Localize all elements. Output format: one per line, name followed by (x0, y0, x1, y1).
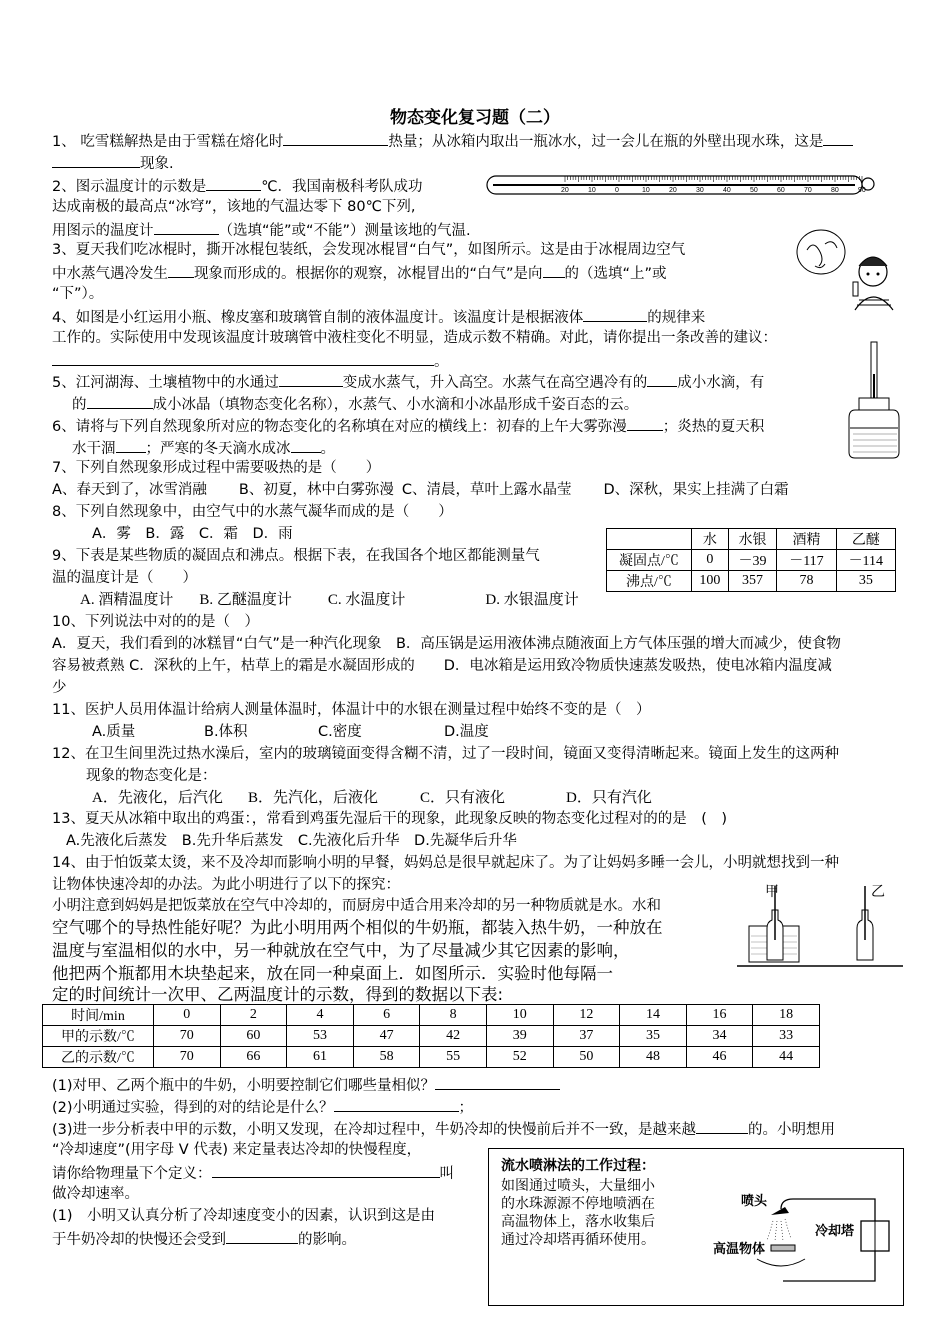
question-5-line-1 (52, 371, 764, 393)
table-cell: 35 (836, 571, 895, 592)
table-cell: 水银 (728, 529, 777, 550)
answer-blank[interactable] (334, 1096, 459, 1112)
table-cell: 16 (686, 1005, 753, 1026)
question-14-sub-4-line-2 (52, 1228, 356, 1250)
q14-text: (2)小明通过实验，得到的对的结论是什么？ (52, 1100, 334, 1116)
nozzle-label: 喷头 (741, 1194, 768, 1209)
answer-blank[interactable] (823, 130, 853, 146)
q14-text: 的影响。 (298, 1232, 356, 1248)
table-cell: 55 (420, 1047, 487, 1068)
option-a[interactable]: A、春天到了，冰雪消融 (52, 482, 207, 498)
question-14-line-5: 温度与室温相似的水中，另一种就放在空气中，为了尽量减少其它因素的影响， (52, 941, 630, 960)
q5-text: 的 (72, 397, 87, 413)
q5-text: 变成水蒸气，升入高空。水蒸气在高空遇冷有的 (342, 375, 648, 391)
answer-blank[interactable] (647, 371, 677, 387)
answer-blank[interactable] (52, 152, 140, 168)
thermometer-tick-label: 10 (588, 187, 596, 194)
table-cell: 34 (686, 1026, 753, 1047)
thermometer-tick-label: 70 (804, 187, 812, 194)
question-13-stem: 13、夏天从冰箱中取出的鸡蛋：，常看到鸡蛋先湿后干的现象，此现象反映的物态变化过程对的的是 ( ) (52, 811, 728, 827)
table-cell: 12 (553, 1005, 620, 1026)
option-c[interactable]: C. 水温度计 (327, 592, 406, 608)
table-cell: 78 (777, 571, 836, 592)
table-cell: －39 (728, 550, 777, 571)
question-14-line-3: 小明注意到妈妈是把饭菜放在空气中冷却的，而厨房中适合用来冷却的另一种物质就是水。水和 (52, 898, 661, 914)
table-cell: 44 (753, 1047, 820, 1068)
melting-boiling-table (606, 528, 896, 592)
thermometer-tick-label: 40 (723, 187, 731, 194)
table-cell: 70 (154, 1026, 221, 1047)
option-b[interactable]: B. 乙醚温度计 (199, 592, 292, 608)
table-row (43, 1026, 820, 1047)
q6-text: 6、请将与下列自然现象所对应的物态变化的名称填在对应的横线上：初春的上午大雾弥漫 (52, 419, 627, 435)
question-14-line-7: 定的时间统计一次甲、乙两温度计的示数，得到的数据以下表: (52, 985, 504, 1004)
question-3-line-2 (52, 262, 667, 284)
q6-text: 水干涸 (72, 441, 116, 457)
table-cell: 沸点/℃ (607, 571, 692, 592)
q4-text: 。 (434, 354, 449, 370)
answer-blank[interactable] (212, 1162, 440, 1178)
box-line-1: 如图通过喷头，大量细小 (501, 1178, 655, 1194)
table-cell: 甲的示数/℃ (43, 1026, 154, 1047)
answer-blank[interactable] (52, 350, 434, 366)
answer-blank[interactable] (116, 437, 146, 453)
table-cell: 61 (287, 1047, 354, 1068)
table-cell: 酒精 (777, 529, 836, 550)
table-cell: 6 (353, 1005, 420, 1026)
option-c[interactable]: C.密度 (318, 724, 362, 740)
spray-cooling-box (488, 1148, 904, 1306)
liquid-thermometer-bottle-figure (845, 340, 905, 460)
question-8-stem: 8、下列自然现象中，由空气中的水蒸气凝华而成的是（ ） (52, 504, 453, 520)
table-cell: 2 (220, 1005, 287, 1026)
question-2-line-1 (52, 175, 423, 197)
hot-object-label: 高温物体 (713, 1242, 766, 1257)
option-b[interactable]: B、初夏，林中白雾弥漫 (238, 482, 394, 498)
answer-blank[interactable] (627, 415, 663, 431)
question-12-line-1: 12、在卫生间里洗过热水澡后，室内的玻璃镜面变得含糊不清，过了一段时间，镜面又变得清晰起来。镜面上发生的这两种 (52, 746, 839, 762)
table-row (607, 571, 896, 592)
question-14-line-4: 空气哪个的导热性能好呢？为此小明用两个相似的牛奶瓶，都装入热牛奶，一种放在 (52, 918, 663, 937)
table-cell: 46 (686, 1047, 753, 1068)
table-cell: 乙的示数/℃ (43, 1047, 154, 1068)
box-line-3: 高温物体上，落水收集后 (501, 1214, 655, 1230)
table-cell: 35 (620, 1026, 687, 1047)
q2-text: ℃．我国南极科考队成功 (261, 179, 423, 195)
question-9-line-1: 9、下表是某些物质的凝固点和沸点。根据下表，在我国各个地区都能测量气 (52, 548, 540, 564)
table-cell: 33 (753, 1026, 820, 1047)
question-7-options (52, 480, 789, 500)
question-14-line-1: 14、由于怕饭菜太烫，来不及冷却而影响小明的早餐，妈妈总是很早就起床了。为了让妈妈多睡一会儿，小明就想找到一种 (52, 855, 839, 871)
answer-blank[interactable] (435, 1074, 560, 1090)
thermometer-tick-label: 0 (615, 187, 619, 194)
question-11-options (92, 722, 489, 742)
question-14-line-6: 他把两个瓶都用木块垫起来，放在同一种桌面上．如图所示．实验时他每隔一 (52, 964, 613, 983)
q1-text-b: 热量；从冰箱内取出一瓶冰水，过一会儿在瓶的外壁出现水珠，这是 (388, 134, 824, 150)
question-4-line-1 (52, 306, 705, 328)
q5-text: 5、江河湖海、土壤植物中的水通过 (52, 375, 279, 391)
option-a[interactable]: A.质量 (92, 724, 136, 740)
thermometer-tick-label: 90 (858, 187, 866, 194)
answer-blank[interactable] (583, 306, 647, 322)
table-cell: 4 (287, 1005, 354, 1026)
option-b[interactable]: B．先汽化，后液化 (248, 790, 379, 806)
question-10-line-2: 容易被煮熟 C．深秋的上午，枯草上的霜是水凝固形成的 D．电冰箱是运用致冷物质快速蒸发吸热，使电冰箱内温度减 (52, 658, 832, 674)
table-cell: 14 (620, 1005, 687, 1026)
table-cell: 0 (154, 1005, 221, 1026)
question-1-line-2 (52, 152, 174, 174)
q5-text: 成小冰晶（填物态变化名称），水蒸气、小水滴和小冰晶形成千姿百态的云。 (152, 397, 639, 413)
thermometer-tick-label: 80 (831, 187, 839, 194)
q4-text: 4、如图是小红运用小瓶、橡皮塞和玻璃管自制的液体温度计。该温度计是根据液体 (52, 310, 584, 326)
question-8-options[interactable]: A．雾 B．露 C．霜 D．雨 (92, 526, 293, 542)
q4-text: 的规律来 (647, 310, 706, 326)
q14-text: 的。小明想用 (748, 1122, 836, 1138)
option-a[interactable]: A．先液化，后汽化 (92, 790, 223, 806)
table-cell: 70 (154, 1047, 221, 1068)
table-cell: 时间/min (43, 1005, 154, 1026)
question-14-sub-3-line-4: 做冷却速率。 (52, 1186, 139, 1202)
q1-text-c: 现象. (140, 156, 174, 172)
box-line-2: 的水珠源源不停地喷洒在 (501, 1196, 655, 1212)
answer-blank[interactable] (543, 262, 565, 278)
q14-text: (3)进一步分析表中甲的示数，小明又发现，在冷却过程中，牛奶冷却的快慢前后并不一致，是越来越 (52, 1122, 697, 1138)
answer-blank[interactable] (696, 1118, 748, 1134)
q2-text: （选填“能”或“不能”）测量该地的气温. (218, 223, 471, 239)
milk-bottles-figure (735, 880, 905, 972)
table-cell: －117 (777, 550, 836, 571)
table-header-row (43, 1005, 820, 1026)
label-jia: 甲 (765, 884, 779, 900)
question-12-options (92, 788, 652, 808)
question-5-line-2 (72, 393, 638, 415)
answer-blank[interactable] (226, 1228, 298, 1244)
thermometer-tick-label: 50 (750, 187, 758, 194)
q2-text: 2、图示温度计的示数是 (52, 179, 207, 195)
table-cell: 39 (486, 1026, 553, 1047)
question-14-sub-3-line-2: “冷却速度”(用字母 V 代表) 来定量表达冷却的快慢程度， (52, 1142, 422, 1158)
q6-text: ；炎热的夏天积 (662, 419, 765, 435)
question-10-line-3: 少 (52, 680, 67, 696)
q6-text: ；严寒的冬天滴水成冰 (145, 441, 291, 457)
question-3-line-1: 3、夏天我们吃冰棍时，撕开冰棍包装纸，会发现冰棍冒“白气”，如图所示。这是由于冰棍周边空气 (52, 242, 686, 258)
question-12-line-2: 现象的物态变化是： (86, 768, 217, 784)
table-cell: －114 (836, 550, 895, 571)
spray-cooling-diagram (711, 1179, 897, 1295)
option-d[interactable]: D．只有汽化 (566, 790, 652, 806)
question-2-line-2: 达成南极的最高点“冰穹”，该地的气温达零下 80℃下列, (52, 199, 416, 215)
question-9-options (80, 590, 579, 610)
table-cell: 357 (728, 571, 777, 592)
table-cell: 100 (692, 571, 729, 592)
question-4-line-3 (52, 350, 449, 372)
table-cell: 58 (353, 1047, 420, 1068)
question-14-sub-3-line-3 (52, 1162, 454, 1184)
thermometer-tick-label: 20 (561, 187, 569, 194)
table-row (43, 1047, 820, 1068)
option-b[interactable]: B.体积 (204, 724, 248, 740)
table-cell: 42 (420, 1026, 487, 1047)
table-cell: 10 (486, 1005, 553, 1026)
table-cell: 48 (620, 1047, 687, 1068)
option-c[interactable]: C．只有液化 (420, 790, 506, 806)
q1-text-a: 1、 吃雪糕解热是由于雪糕在熔化时 (52, 134, 284, 150)
question-2-line-3 (52, 219, 471, 241)
tower-label: 冷却塔 (815, 1224, 855, 1239)
question-14-sub-3-line-1 (52, 1118, 835, 1140)
table-cell: 47 (353, 1026, 420, 1047)
q14-text: 请你给物理量下个定义： (52, 1166, 212, 1182)
answer-blank[interactable] (206, 175, 261, 191)
table-cell: 52 (486, 1047, 553, 1068)
answer-blank[interactable] (279, 371, 343, 387)
q3-text: 的（选填“上”或 (564, 266, 667, 282)
answer-blank[interactable] (168, 262, 194, 278)
question-7-stem: 7、下列自然现象形成过程中需要吸热的是（ ） (52, 460, 381, 476)
option-c[interactable]: C、清晨，草叶上露水晶莹 (401, 482, 572, 498)
option-d[interactable]: D、深秋，果实上挂满了白霜 (603, 482, 789, 498)
page-title: 物态变化复习题（二） (390, 108, 560, 128)
table-cell: 8 (420, 1005, 487, 1026)
table-cell: 0 (692, 550, 729, 571)
table-cell: 53 (287, 1026, 354, 1047)
question-11-stem: 11、医护人员用体温计给病人测量体温时，体温计中的水银在测量过程中始终不变的是（ ） (52, 702, 651, 718)
question-14-sub-1 (52, 1074, 560, 1096)
option-a[interactable]: A. 酒精温度计 (80, 592, 174, 608)
q14-text: (1)对甲、乙两个瓶中的牛奶，小明要控制它们哪些量相似？ (52, 1078, 436, 1094)
table-header-row (607, 529, 896, 550)
q3-text: 中水蒸气遇冷发生 (52, 266, 168, 282)
answer-blank[interactable] (283, 130, 388, 146)
q14-text: 叫 (439, 1166, 454, 1182)
question-9-line-2: 温的温度计是（ ） (52, 570, 197, 586)
thermometer-tick-label: 20 (669, 187, 677, 194)
option-d[interactable]: D. 水银温度计 (485, 592, 579, 608)
q2-text: 用图示的温度计 (52, 223, 154, 239)
question-1-line-1 (52, 130, 853, 152)
table-cell: 60 (220, 1026, 287, 1047)
table-cell: 50 (553, 1047, 620, 1068)
table-cell: 乙醚 (836, 529, 895, 550)
q3-text: 现象而形成的。根据你的观察，冰棍冒出的“白气”是向 (194, 266, 543, 282)
popsicle-boy-figure (785, 222, 905, 312)
table-row (607, 550, 896, 571)
q14-text: ； (458, 1100, 474, 1116)
table-cell: 凝固点/℃ (607, 550, 692, 571)
question-13-options[interactable]: A.先液化后蒸发 B.先升华后蒸发 C.先液化后升华 D.先凝华后升华 (66, 833, 517, 849)
question-10-stem: 10、下列说法中对的的是（ ） (52, 614, 259, 630)
question-14-line-2: 让物体快速冷却的办法。为此小明进行了以下的探究： (52, 877, 400, 893)
table-cell: 水 (692, 529, 729, 550)
thermometer-tick-label: 30 (696, 187, 704, 194)
q6-text: 。 (320, 441, 335, 457)
question-14-sub-4-line-1: (1) 小明又认真分析了冷却速度变小的因素，认识到这是由 (52, 1208, 436, 1224)
answer-blank[interactable] (154, 219, 219, 235)
option-d[interactable]: D.温度 (444, 724, 489, 740)
answer-blank[interactable] (291, 437, 321, 453)
answer-blank[interactable] (87, 393, 153, 409)
question-14-sub-2 (52, 1096, 473, 1118)
thermometer-tick-label: 10 (642, 187, 650, 194)
box-title: 流水喷淋法的工作过程： (501, 1158, 655, 1174)
box-line-4: 通过冷却塔再循环使用。 (501, 1232, 655, 1248)
table-cell: 66 (220, 1047, 287, 1068)
table-cell (607, 529, 692, 550)
label-yi: 乙 (871, 884, 885, 900)
table-cell: 37 (553, 1026, 620, 1047)
question-4-line-2: 工作的。实际使用中发现该温度计玻璃管中液柱变化不明显，造成示数不精确。对此，请你提出一条改善的建议： (52, 330, 777, 346)
table-cell: 18 (753, 1005, 820, 1026)
thermometer-tick-label: 60 (777, 187, 785, 194)
q14-text: 于牛奶冷却的快慢还会受到 (52, 1232, 226, 1248)
question-3-line-3: “下”）。 (52, 286, 104, 302)
question-6-line-2 (72, 437, 335, 459)
q5-text: 成小水滴，有 (677, 375, 765, 391)
question-6-line-1 (52, 415, 764, 437)
thermometer-figure (485, 172, 880, 198)
question-10-line-1: A．夏天，我们看到的冰糕冒“白气”是一种汽化现象 B．高压锅是运用液体沸点随液面上方气体压强的增大而减少，使食物 (52, 636, 841, 652)
cooling-data-table (42, 1004, 820, 1068)
